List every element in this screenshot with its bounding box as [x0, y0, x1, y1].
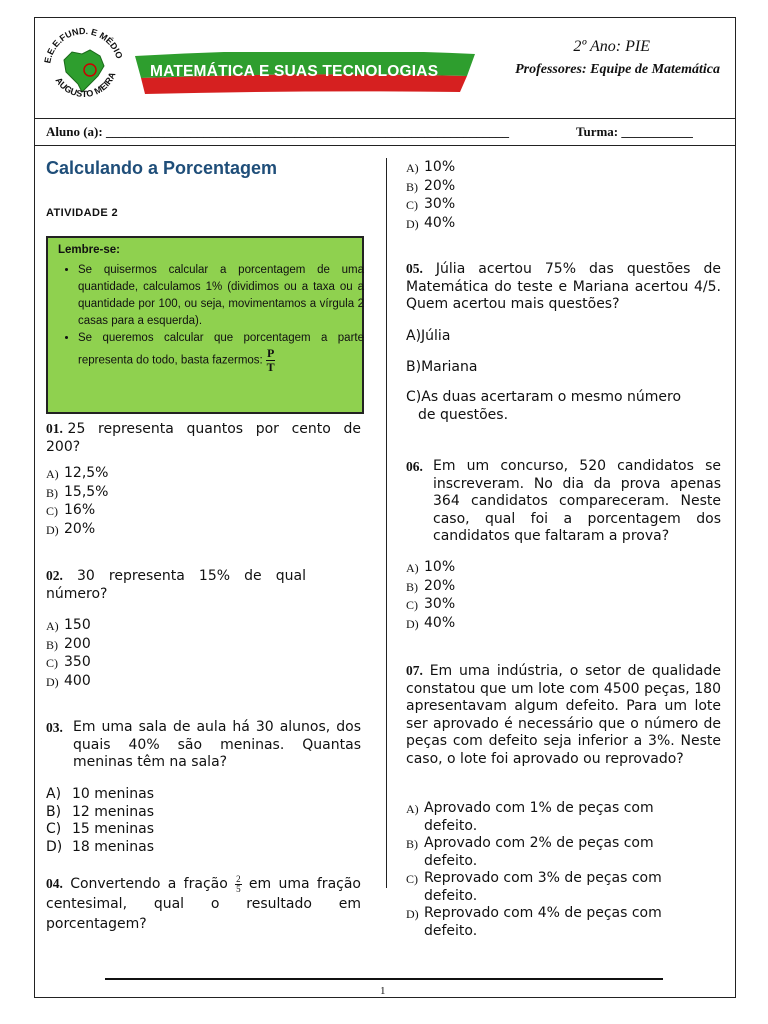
question-text: Convertendo a fração	[70, 876, 228, 892]
option-letter: A)	[406, 802, 419, 816]
option-c[interactable]: Reprovado com 3% de peças com defeito.	[424, 870, 662, 904]
option-d[interactable]: 18 meninas	[72, 838, 155, 855]
question-number: 04.	[46, 876, 63, 891]
column-divider	[386, 158, 387, 888]
option-letter: D)	[406, 216, 419, 231]
option-letter: A)	[406, 161, 419, 175]
svg-text:E.E.E.FUND. E MÉDIO: E.E.E.FUND. E MÉDIO	[42, 25, 125, 65]
option-letter: C)	[46, 821, 62, 837]
question-text: Em um concurso, 520 candidatos se inscreveram. No dia da prova apenas 364 candidatos compareceram. Neste caso, qual foi a porcentagem dos candidatos que faltaram a prova?	[433, 458, 721, 544]
option-b[interactable]: 20%	[424, 577, 456, 594]
fraction-p-over-t	[266, 347, 275, 374]
option-letter: D)	[46, 838, 63, 855]
option-a[interactable]: 10%	[424, 559, 456, 575]
header-divider	[34, 118, 736, 119]
option-letter: B)	[406, 179, 418, 194]
option-letter: A)	[46, 619, 59, 633]
option-a[interactable]: 150	[64, 617, 91, 633]
remember-bullet-2	[78, 330, 364, 374]
option-c[interactable]: 30%	[424, 196, 456, 212]
option-d[interactable]: 20%	[64, 520, 96, 537]
question-text: Júlia acertou 75% das questões de Matemática do teste e Mariana acertou 4/5. Quem acertou mais questões?	[406, 261, 721, 312]
question-05	[406, 260, 721, 314]
option-b[interactable]: 20%	[424, 177, 456, 194]
option-d[interactable]: 40%	[424, 214, 456, 231]
question-number: 07.	[406, 663, 423, 678]
option-letter: C)	[406, 872, 418, 886]
options-04	[406, 159, 455, 233]
student-name-field[interactable]: Aluno (a): ______________________________________________________________	[46, 124, 509, 139]
option-a[interactable]: A)Júlia	[406, 328, 451, 344]
option-c[interactable]: 16%	[64, 502, 96, 518]
question-number: 01.	[46, 421, 63, 436]
question-01	[46, 420, 361, 456]
page-title: Calculando a Porcentagem	[46, 158, 278, 178]
question-text: Em uma indústria, o setor de qualidade constatou que um lote com 4500 peças, 180 apresentavam algum defeito. Para um lote ser aprovado é necessário que o número de peças com defeito seja inferior a 3%. Neste caso, o lote foi aprovado ou reprovado?	[406, 663, 722, 767]
options-06	[406, 559, 455, 633]
option-letter: C)	[406, 198, 418, 212]
option-letter: C)	[46, 504, 58, 518]
school-logo	[38, 22, 130, 114]
question-text: 30 representa 15% de qual número?	[46, 568, 306, 602]
option-b[interactable]: 15,5%	[64, 483, 109, 500]
remember-bullet-1: • Se quisermos calcular a porcentagem de uma quantidade, calculamos 1% (dividimos ou a taxa ou a quantidade por 100, ou seja, movimentamos a vírgula 2 casas para a esquerda).	[78, 262, 364, 330]
remember-box	[46, 236, 364, 414]
question-07	[406, 662, 721, 768]
option-c[interactable]: C)As duas acertaram o mesmo número	[406, 389, 682, 405]
question-02	[46, 567, 306, 603]
option-d[interactable]: 400	[64, 672, 91, 689]
frac-num: P	[266, 346, 275, 360]
option-b[interactable]: Aprovado com 2% de peças com defeito.	[424, 835, 654, 869]
option-c-cont: de questões.	[418, 406, 509, 423]
option-letter: D)	[46, 522, 59, 537]
remember-bullet-2-text: Se queremos calcular que porcentagem a parte representa do todo, basta fazermos:	[78, 332, 364, 367]
option-letter: D)	[46, 674, 59, 689]
options-01	[46, 465, 108, 539]
banner-title: MATEMÁTICA E SUAS TECNOLOGIAS	[150, 63, 439, 80]
options-03	[46, 786, 154, 856]
question-number: 02.	[46, 568, 63, 583]
option-letter: B)	[406, 837, 418, 851]
options-07	[406, 800, 706, 940]
options-05	[406, 328, 721, 424]
option-c[interactable]: 30%	[424, 596, 456, 612]
teachers-label: Professores: Equipe de Matemática	[515, 62, 720, 77]
option-letter: B)	[46, 637, 58, 652]
student-divider	[34, 145, 736, 146]
option-letter: D)	[406, 616, 419, 631]
option-c[interactable]: 15 meninas	[72, 821, 155, 837]
option-letter: C)	[46, 656, 58, 670]
option-letter: B)	[46, 803, 62, 820]
fraction-2-over-5	[235, 875, 242, 894]
option-letter: A)	[46, 467, 59, 481]
activity-label: ATIVIDADE 2	[46, 207, 119, 219]
svg-text:AUGUSTO MEIRA: AUGUSTO MEIRA	[53, 70, 118, 99]
option-a[interactable]: 10 meninas	[72, 786, 155, 802]
option-letter: A)	[46, 786, 62, 802]
option-letter: A)	[406, 561, 419, 575]
option-a[interactable]: 12,5%	[64, 465, 109, 481]
option-letter: B)	[406, 579, 418, 594]
frac-num: 2	[236, 873, 241, 884]
option-c[interactable]: 350	[64, 654, 91, 670]
question-text-cont: em uma fração centesimal, qual o resultado em porcentagem?	[46, 876, 361, 932]
frac-den: 5	[236, 883, 241, 894]
grade-label: 2º Ano: PIE	[573, 38, 650, 55]
option-letter: C)	[406, 598, 418, 612]
question-text: Em uma sala de aula há 30 alunos, dos quais 40% são meninas. Quantas meninas têm na sala?	[73, 719, 361, 770]
option-letter: D)	[406, 907, 419, 921]
frac-den: T	[266, 360, 275, 374]
question-number: 05.	[406, 261, 423, 276]
question-text: 25 representa quantos por cento de 200?	[46, 421, 361, 455]
option-b[interactable]: 200	[64, 635, 91, 652]
question-number: 03.	[46, 720, 63, 735]
question-04	[46, 874, 361, 934]
page-number: 1	[380, 985, 386, 997]
class-field[interactable]: Turma: ___________	[576, 124, 693, 139]
question-06	[406, 458, 721, 546]
option-d[interactable]: Reprovado com 4% de peças com defeito.	[424, 905, 662, 939]
option-a[interactable]: 10%	[424, 159, 456, 175]
remember-title: Lembre-se:	[58, 244, 120, 256]
option-a[interactable]: Aprovado com 1% de peças com defeito.	[424, 800, 654, 834]
question-03	[46, 719, 361, 772]
option-d[interactable]: 40%	[424, 614, 456, 631]
options-02	[46, 617, 91, 691]
option-b[interactable]: 12 meninas	[72, 803, 155, 820]
option-letter: B)	[46, 485, 58, 500]
option-b[interactable]: B)Mariana	[406, 358, 478, 375]
question-number: 06.	[406, 459, 423, 474]
remember-list	[48, 262, 374, 374]
footer-line	[105, 978, 663, 980]
